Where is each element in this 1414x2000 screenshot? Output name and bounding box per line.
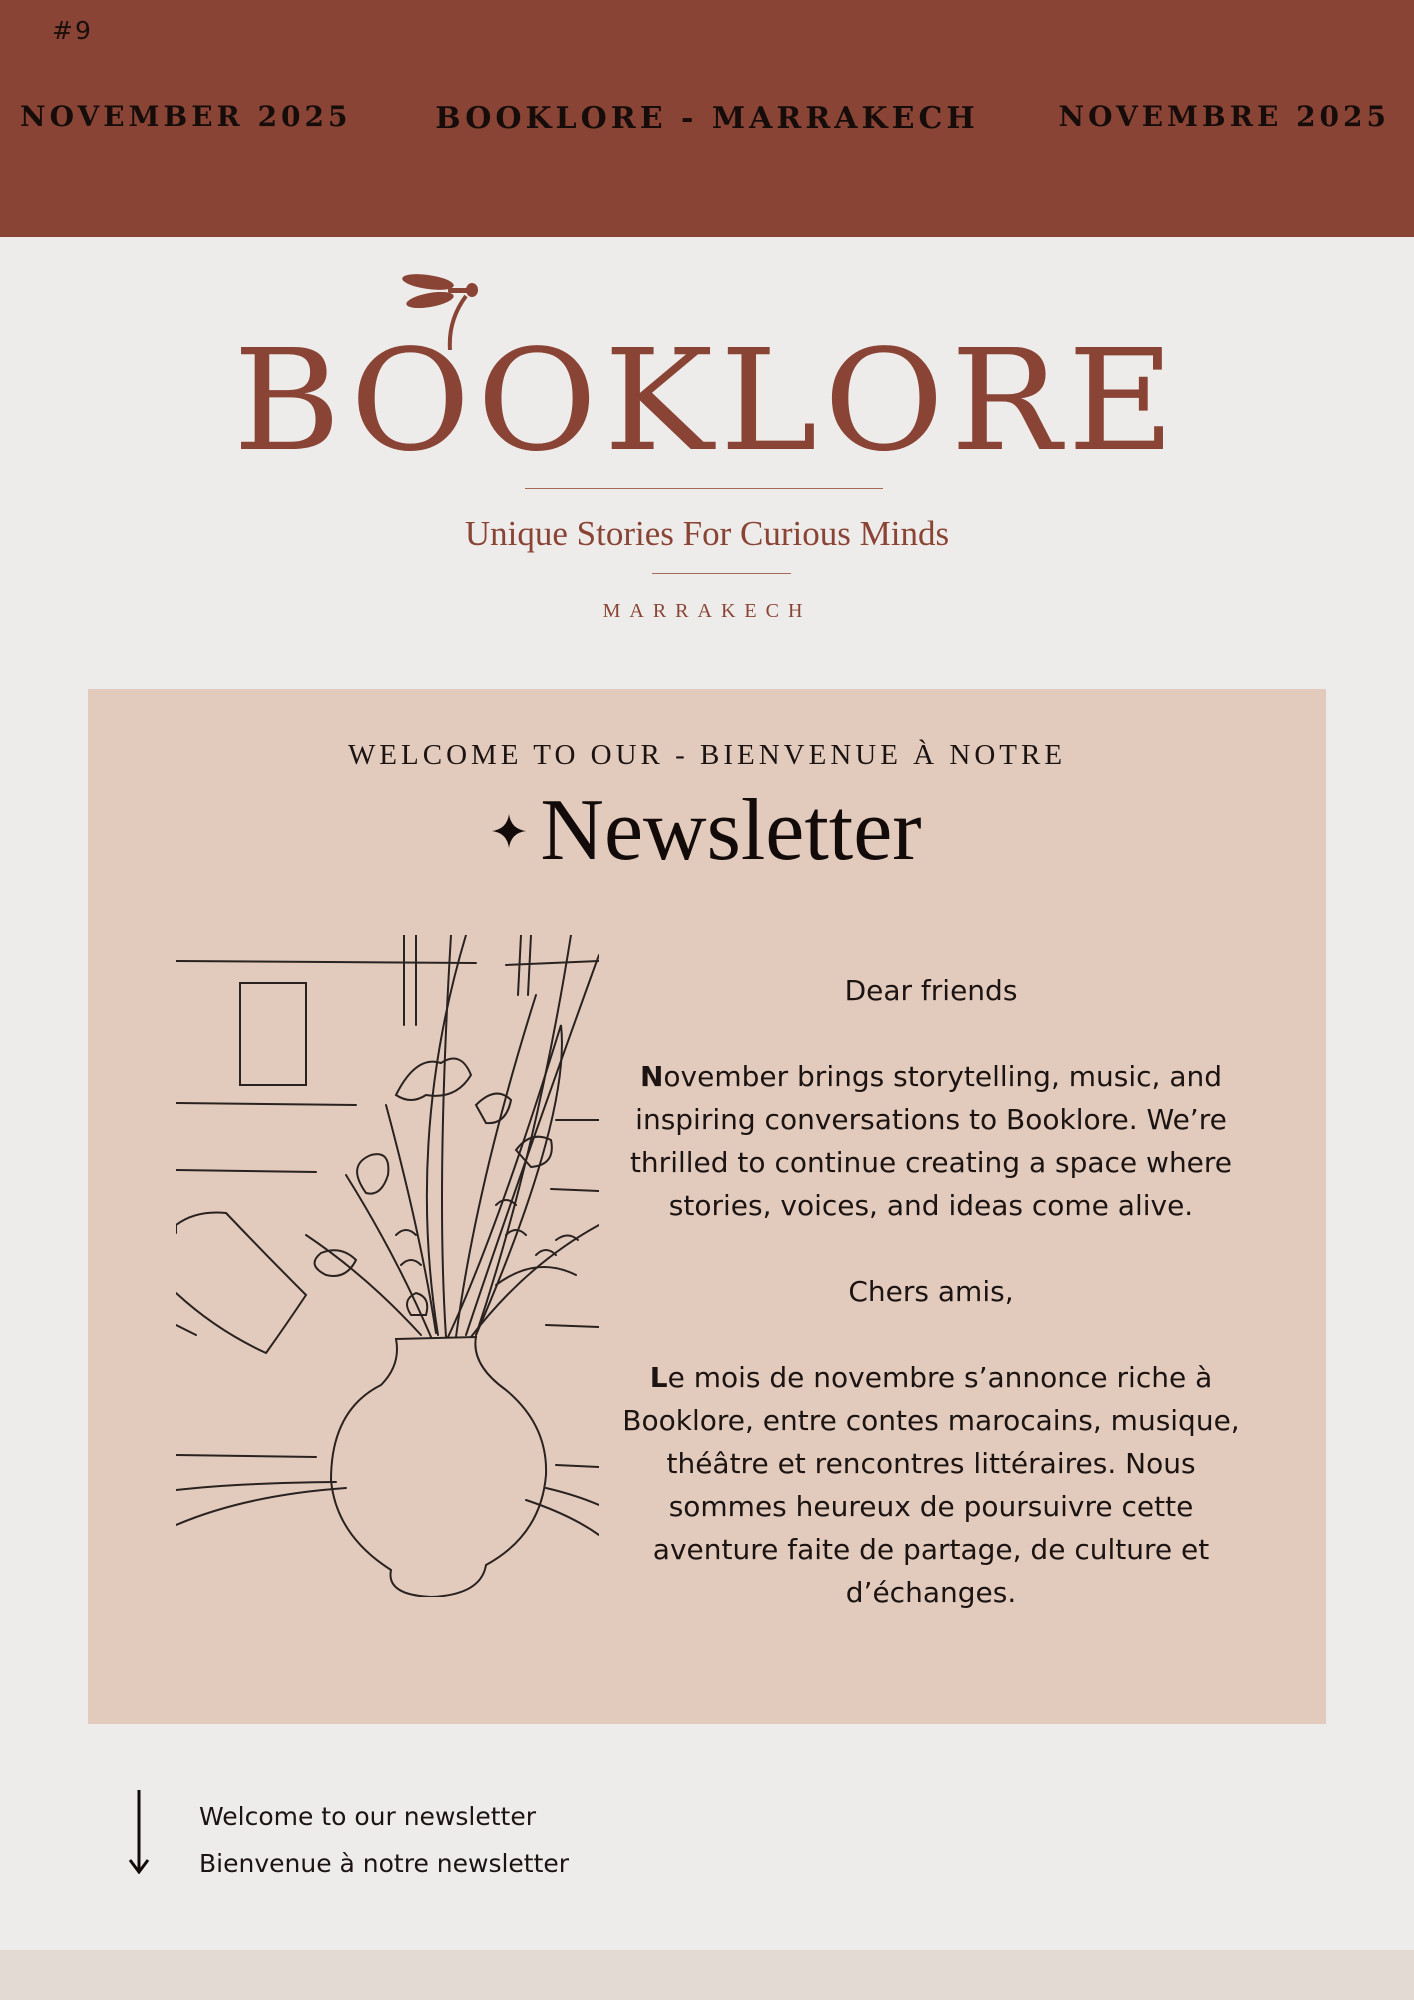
issue-number: #9 [52, 16, 93, 45]
sparkle-icon [492, 814, 526, 848]
header-date-fr: NOVEMBRE 2025 [1058, 100, 1390, 133]
paragraph-en [614, 1055, 1248, 1227]
logo-city: MARRAKECH [602, 600, 812, 622]
paragraph-fr-text: e mois de novembre s’annonce riche à Booklore, entre contes marocains, musique, théâtre et rencontres littéraires. Nous sommes heureux de poursuivre cette aventure faite de partage, de culture et d’échanges. [622, 1361, 1240, 1609]
arrow-down-icon [126, 1790, 152, 1874]
bottom-strip [0, 1950, 1414, 2000]
header-bar [0, 0, 1414, 237]
logo-divider-short [652, 573, 791, 574]
dropcap-en: N [639, 1060, 664, 1093]
newsletter-title: Newsletter [540, 782, 922, 879]
paragraph-en-text: ovember brings storytelling, music, and inspiring conversations to Booklore. We’re thrilled to continue creating a space where stories, voices, and ideas come alive. [629, 1060, 1233, 1222]
logo-divider [525, 488, 883, 489]
header-date-en: NOVEMBER 2025 [20, 100, 352, 133]
footer-line-en: Welcome to our newsletter [199, 1802, 536, 1831]
logo-tagline: Unique Stories For Curious Minds [464, 514, 950, 553]
newsletter-title-row [88, 782, 1326, 879]
welcome-kicker: WELCOME TO OUR - BIENVENUE À NOTRE [347, 739, 1067, 771]
footer-line-fr: Bienvenue à notre newsletter [199, 1849, 570, 1878]
flower-vase-illustration [176, 935, 599, 1597]
greeting-fr: Chers amis, [848, 1275, 1014, 1308]
dropcap-fr: L [649, 1361, 668, 1394]
greeting-en: Dear friends [844, 974, 1018, 1007]
header-title: BOOKLORE - MARRAKECH [435, 101, 979, 136]
paragraph-fr [614, 1356, 1248, 1614]
logo-wordmark: BOOKLORE [232, 320, 1182, 483]
letter-body [614, 969, 1248, 1614]
newsletter-panel [88, 689, 1326, 1724]
